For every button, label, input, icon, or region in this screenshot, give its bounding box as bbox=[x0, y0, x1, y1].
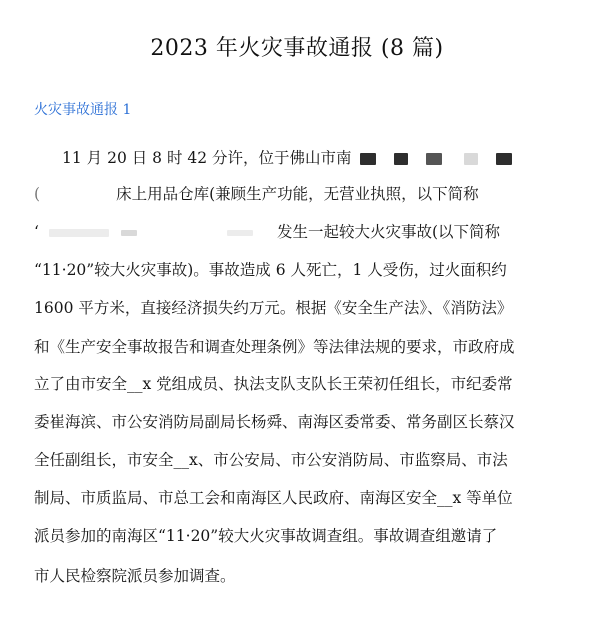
line-text: 11 月 20 日 8 时 42 分许，位于佛山市南 bbox=[62, 149, 352, 167]
paragraph-line-6: 和《生产安全事故报告和调查处理条例》等法律法规的要求，市政府成 bbox=[34, 338, 515, 356]
paragraph-line-1 bbox=[62, 145, 512, 171]
paragraph-line-8: 委崔海滨、市公安消防局副局长杨舜、南海区委常委、常务副区长蔡汉 bbox=[34, 413, 515, 431]
document-title: 2023 年火灾事故通报 (8 篇) bbox=[150, 36, 444, 61]
redaction-block bbox=[49, 229, 109, 237]
line-prefix: ( bbox=[34, 185, 41, 203]
paragraph-line-11: 派员参加的南海区“11·20”较大火灾事故调查组。事故调查组邀请了 bbox=[34, 527, 498, 545]
redaction-block bbox=[227, 230, 253, 236]
redaction-block bbox=[464, 153, 478, 165]
paragraph-line-4: “11·20”较大火灾事故)。事故造成 6 人死亡，1 人受伤，过火面积约 bbox=[34, 261, 507, 279]
redaction-block bbox=[426, 153, 442, 165]
paragraph-line-7: 立了由市安全__x 党组成员、执法支队支队长王荣初任组长，市纪委常 bbox=[34, 375, 513, 393]
line-text: 发生一起较大火灾事故(以下简称 bbox=[276, 223, 500, 241]
paragraph-line-5: 1600 平方米，直接经济损失约万元。根据《安全生产法》、《消防法》 bbox=[34, 299, 513, 317]
redaction-block bbox=[496, 153, 512, 165]
redaction-block bbox=[394, 153, 408, 165]
paragraph-line-9: 全任副组长，市安全__x、市公安局、市公安消防局、市监察局、市法 bbox=[34, 451, 508, 469]
line-text: 床上用品仓库(兼顾生产功能，无营业执照，以下简称 bbox=[116, 185, 479, 203]
section-heading: 火灾事故通报 1 bbox=[34, 102, 132, 118]
redaction-block bbox=[360, 153, 376, 165]
paragraph-line-12: 市人民检察院派员参加调查。 bbox=[34, 567, 236, 585]
line-prefix: ‘ bbox=[34, 223, 39, 241]
redaction-block bbox=[121, 230, 137, 236]
paragraph-line-3 bbox=[34, 219, 500, 245]
paragraph-line-10: 制局、市质监局、市总工会和南海区人民政府、南海区安全__x 等单位 bbox=[34, 489, 513, 507]
paragraph-line-2 bbox=[34, 181, 479, 207]
